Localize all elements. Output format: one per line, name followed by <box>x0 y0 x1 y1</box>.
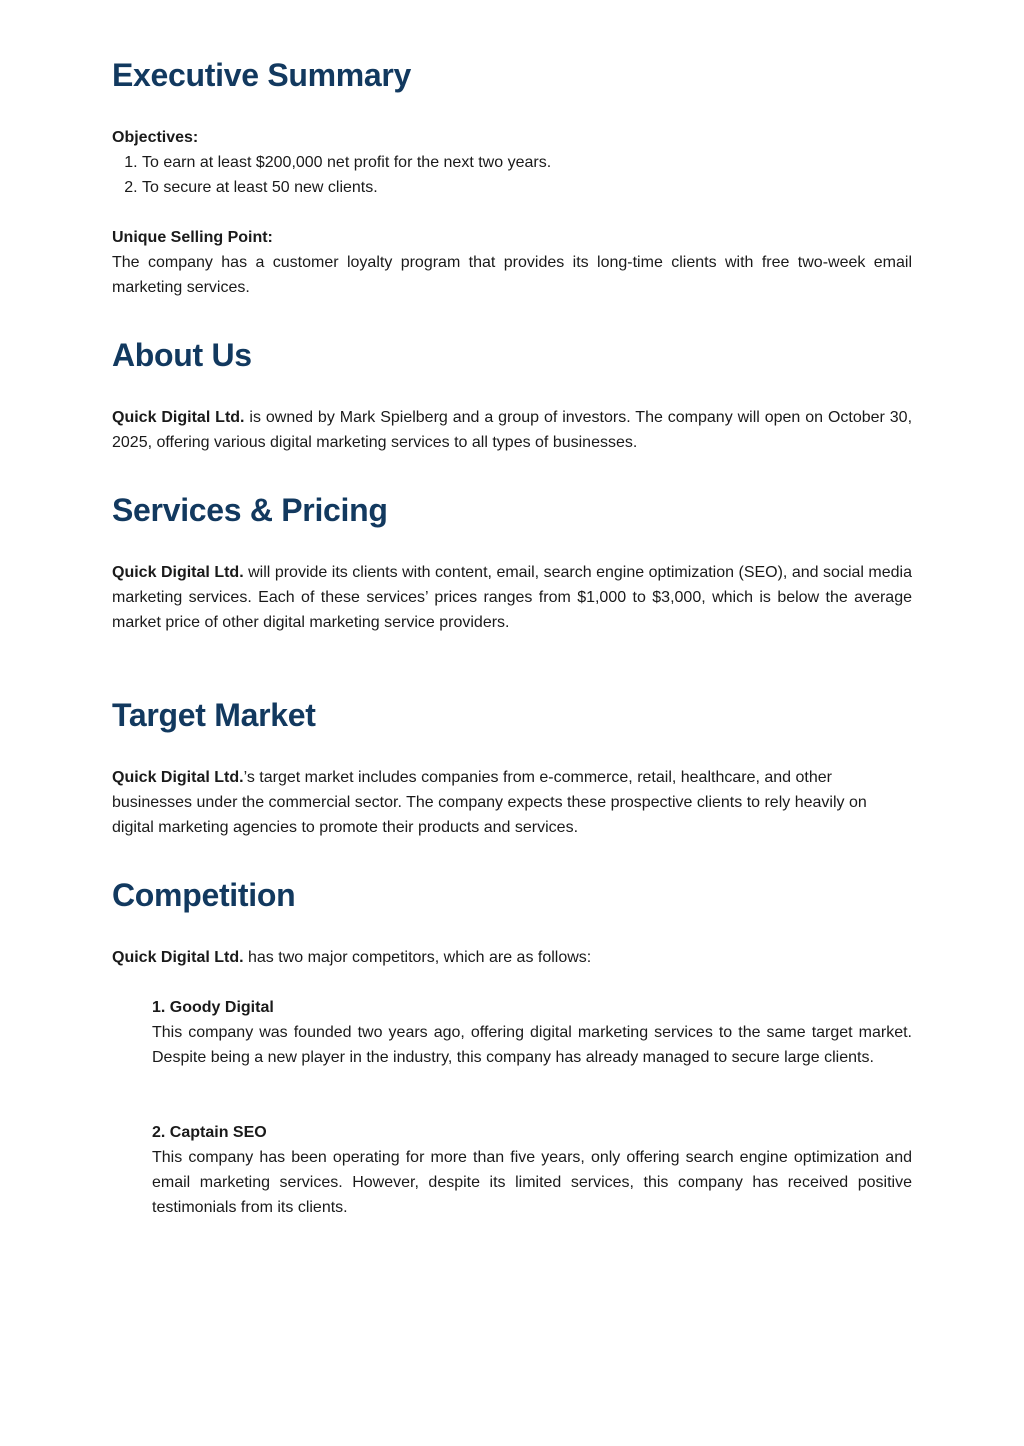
competitor-description: This company has been operating for more than five years, only offering search engine optimization and email marketing services. However, despite its limited services, this company has received positive testimonials from its clients. <box>152 1149 912 1216</box>
services-paragraph <box>112 560 912 635</box>
services-pricing-heading: Services & Pricing <box>112 492 388 528</box>
services-text: will provide its clients with content, email, search engine optimization (SEO), and social media marketing services. Each of these services’ prices ranges from $1,000 to $3,000, which is below the average market price of other digital marketing service providers. <box>112 564 913 631</box>
about-us-heading: About Us <box>112 337 252 373</box>
executive-summary-heading: Executive Summary <box>112 57 412 93</box>
competition-intro <box>112 945 912 970</box>
objective-item: 2. To secure at least 50 new clients. <box>142 175 912 200</box>
objectives-list <box>112 150 912 200</box>
usp-text: The company has a customer loyalty program that provides its long-time clients with free two-week email marketing services. <box>112 254 912 296</box>
target-market-text: ’s target market includes companies from e-commerce, retail, healthcare, and other businesses under the commercial sector. The company expects these prospective clients to rely heavily on digital marketing agencies to promote their products and services. <box>112 769 867 836</box>
company-name: Quick Digital Ltd. <box>112 949 244 966</box>
objective-item: 1. To earn at least $200,000 net profit for the next two years. <box>142 150 912 175</box>
competitor-title: 1. Goody Digital <box>152 999 274 1016</box>
objectives-label: Objectives: <box>112 129 199 146</box>
competitor-title: 2. Captain SEO <box>152 1124 267 1141</box>
usp-label: Unique Selling Point: <box>112 229 273 246</box>
competition-intro-text: has two major competitors, which are as follows: <box>243 949 592 966</box>
competition-heading: Competition <box>112 877 296 913</box>
about-us-paragraph <box>112 405 912 455</box>
target-market-heading: Target Market <box>112 697 316 733</box>
company-name: Quick Digital Ltd. <box>112 409 245 426</box>
competitor-item <box>152 995 912 1070</box>
target-market-paragraph <box>112 765 902 840</box>
about-us-text: is owned by Mark Spielberg and a group of investors. The company will open on October 30, 2025, offering various digital marketing services to all types of businesses. <box>112 409 913 451</box>
competitor-description: This company was founded two years ago, offering digital marketing services to the same target market. Despite being a new player in the industry, this company has already managed to secure large clients. <box>152 1024 912 1066</box>
company-name: Quick Digital Ltd. <box>112 769 244 786</box>
company-name: Quick Digital Ltd. <box>112 564 244 581</box>
competitor-item <box>152 1120 912 1220</box>
